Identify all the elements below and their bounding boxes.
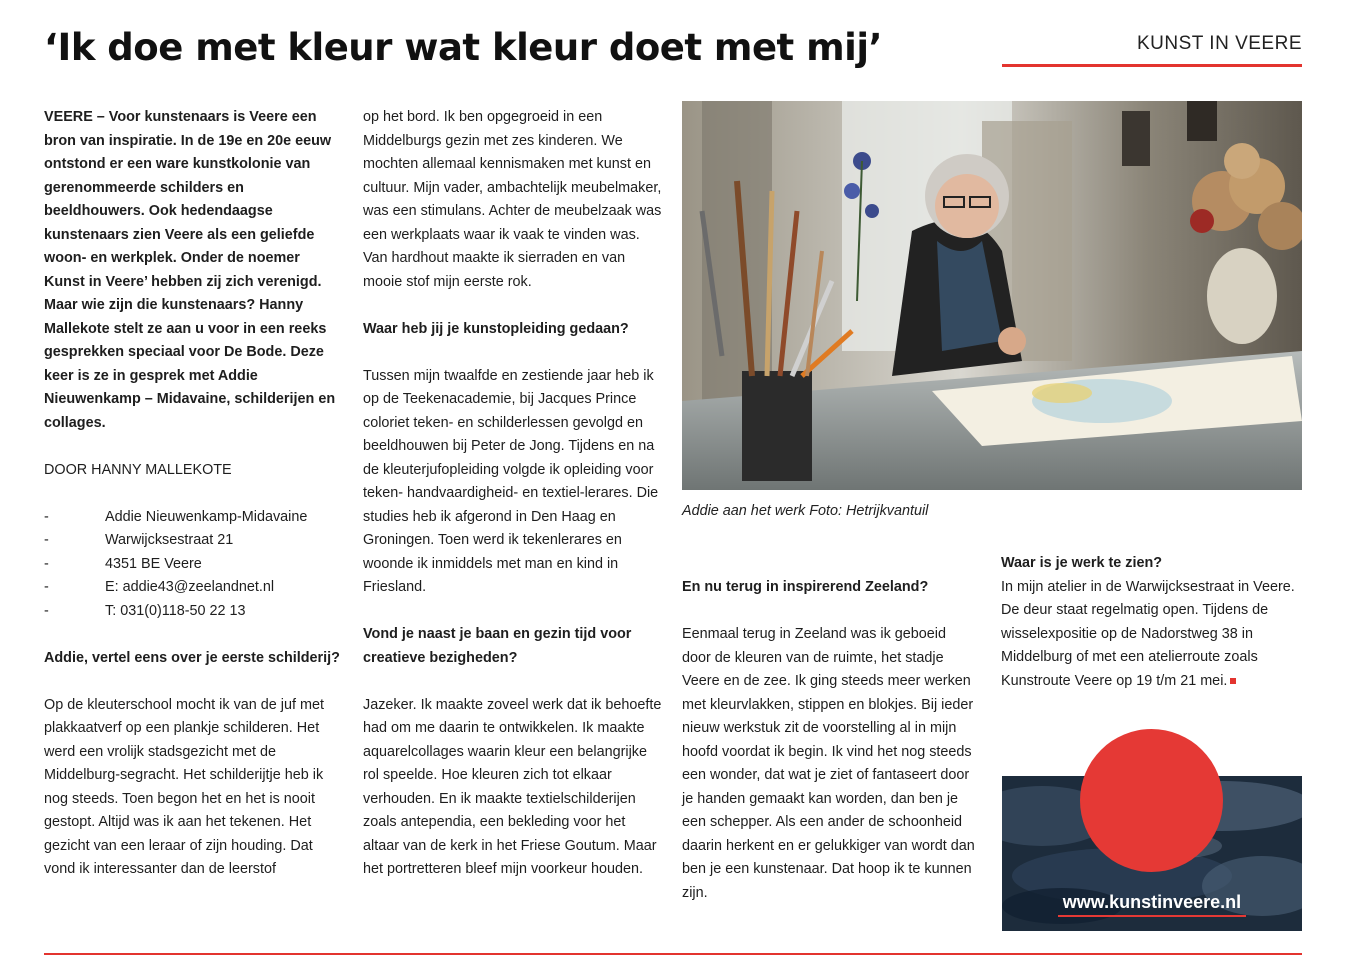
contact-dash: - <box>44 532 49 548</box>
contact-item <box>44 600 344 624</box>
header-divider <box>1002 64 1302 67</box>
answer-paragraph: Eenmaal terug in Zeeland was ik geboeid door de kleuren van de ruimte, het stadje Veere en de zee. Ik ging steeds meer werken met kleurvlakken, stippen en blokjes. Bij ieder nieuw werkstuk zit de voorstelling al in mijn hoofd voordat ik begin. Ik vind het nog steeds een wonder, dat wat je ziet of fantaseert door je handen gemaakt kan worden, dan ben je een schepper. Als een ander de schoonheid daarin herkent en er gelukkiger van wordt dan ben je een kunstenaar. Dat hoop ik te kunnen zijn. <box>682 626 975 901</box>
ad-red-circle <box>1080 729 1223 872</box>
question-heading: Waar heb jij je kunstopleiding gedaan? <box>363 320 629 337</box>
ad-link-underline <box>1058 915 1246 917</box>
contact-dash: - <box>44 602 49 619</box>
column-2 <box>363 106 665 882</box>
contact-dash: - <box>44 508 49 525</box>
answer-paragraph: Op de kleuterschool mocht ik van de juf met plakkaatverf op een plankje schilderen. Het werd een vrolijk stadsgezicht met de Middelburg-segracht. Het schilderijtje heb ik nog steeds. Toen begon het en het is nooit gestopt. Altijd was ik aan het tekenen. Het gezicht van een leraar of zijn houding. Dat vond ik interessanter dan de leerstof <box>44 696 324 877</box>
contact-name: Addie Nieuwenkamp-Midavaine <box>105 508 308 525</box>
question-heading: Waar is je werk te zien? <box>1001 555 1163 571</box>
column-3 <box>682 576 977 905</box>
byline: DOOR HANNY MALLEKOTE <box>44 461 232 478</box>
contact-item <box>44 506 344 530</box>
contact-item <box>44 553 344 577</box>
contact-street: Warwijcksestraat 21 <box>105 532 234 548</box>
question-heading: Addie, vertel eens over je eerste schilderij? <box>44 649 340 666</box>
contact-city: 4351 BE Veere <box>105 555 202 572</box>
question-heading: En nu terug in inspirerend Zeeland? <box>682 579 929 595</box>
contact-item <box>44 529 344 553</box>
contact-dash: - <box>44 579 49 595</box>
ad-website-link[interactable]: www.kunstinveere.nl <box>1062 892 1242 912</box>
answer-paragraph <box>1001 576 1301 694</box>
end-of-article-marker <box>1230 678 1236 684</box>
section-label: KUNST IN VEERE <box>1136 33 1302 54</box>
intro-paragraph: VEERE – Voor kunstenaars is Veere een bron van inspiratie. In de 19e en 20e eeuw ontstond er een ware kunstkolonie van gerenommeerde schilders en beeldhouwers. Ook hedendaagse kunstenaars zien Veere als een geliefde woon- en werkplek. Onder de noemer Kunst in Veere’ hebben zij zich verenigd. Maar wie zijn die kunstenaars? Hanny Mallekote stelt ze aan u voor in een reeks gesprekken speciaal voor De Bode. Deze keer is ze in gesprek met Addie Nieuwenkamp – Midavaine, schilderijen en collages. <box>44 109 336 431</box>
contact-dash: - <box>44 555 49 572</box>
article-title: ‘Ik doe met kleur wat kleur doet met mij’ <box>44 26 883 69</box>
column-1 <box>44 106 344 882</box>
question-heading: Vond je naast je baan en gezin tijd voor creatieve bezigheden? <box>363 626 632 666</box>
column-4 <box>1001 552 1301 693</box>
photo-caption: Addie aan het werk Foto: Hetrijkvantuil <box>682 503 929 519</box>
answer-paragraph: Tussen mijn twaalfde en zestiende jaar heb ik op de Teekenacademie, bij Jacques Prince coloriet teken- en schilderlessen gevolgd en beeldhouwen bij Peter de Jong. Tijdens en na de kleuterjufopleiding volgde ik opleiding voor teken- handvaardigheid- en textiel-lerares. Die studies heb ik afgerond in Den Haag en Groningen. Toen werd ik tekenlerares en woonde ik inmiddels met man en kind in Friesland. <box>363 367 659 595</box>
answer-text: In mijn atelier in de Warwijcksestraat in Veere. De deur staat regelmatig open. Tijdens de wisselexpositie op de Nadorstweg 38 in Middelburg of met een atelierroute zoals Kunstroute Veere op 19 t/m 21 mei. <box>1001 578 1295 689</box>
footer-divider <box>44 953 1302 955</box>
artist-photo <box>682 101 1302 490</box>
answer-paragraph: op het bord. Ik ben opgegroeid in een Middelburgs gezin met zes kinderen. We mochten allemaal kennismaken met kunst en cultuur. Mijn vader, ambachtelijk meubelmaker, was een stimulans. Achter de meubelzaak was een werkplaats waar ik vaak te vinden was. Van hardhout maakte ik sierraden en van mooie stof mijn eerste rok. <box>363 109 662 290</box>
artist-photo-illustration <box>682 101 1302 490</box>
contact-list <box>44 506 344 624</box>
answer-paragraph: Jazeker. Ik maakte zoveel werk dat ik behoefte had om me daarin te ontwikkelen. Ik maakte aquarelcollages waarin kleur een belangrijke rol speelde. Hoe kleuren zich tot elkaar verhouden. En ik maakte textielschilderijen zoals antependia, een bekleding voor het altaar van de kerk in het Friese Goutum. Maar het portretteren bleef mijn voorkeur houden. <box>363 696 662 877</box>
contact-item <box>44 576 344 600</box>
contact-email: E: addie43@zeelandnet.nl <box>105 579 275 595</box>
contact-phone: T: 031(0)118-50 22 13 <box>105 602 246 619</box>
